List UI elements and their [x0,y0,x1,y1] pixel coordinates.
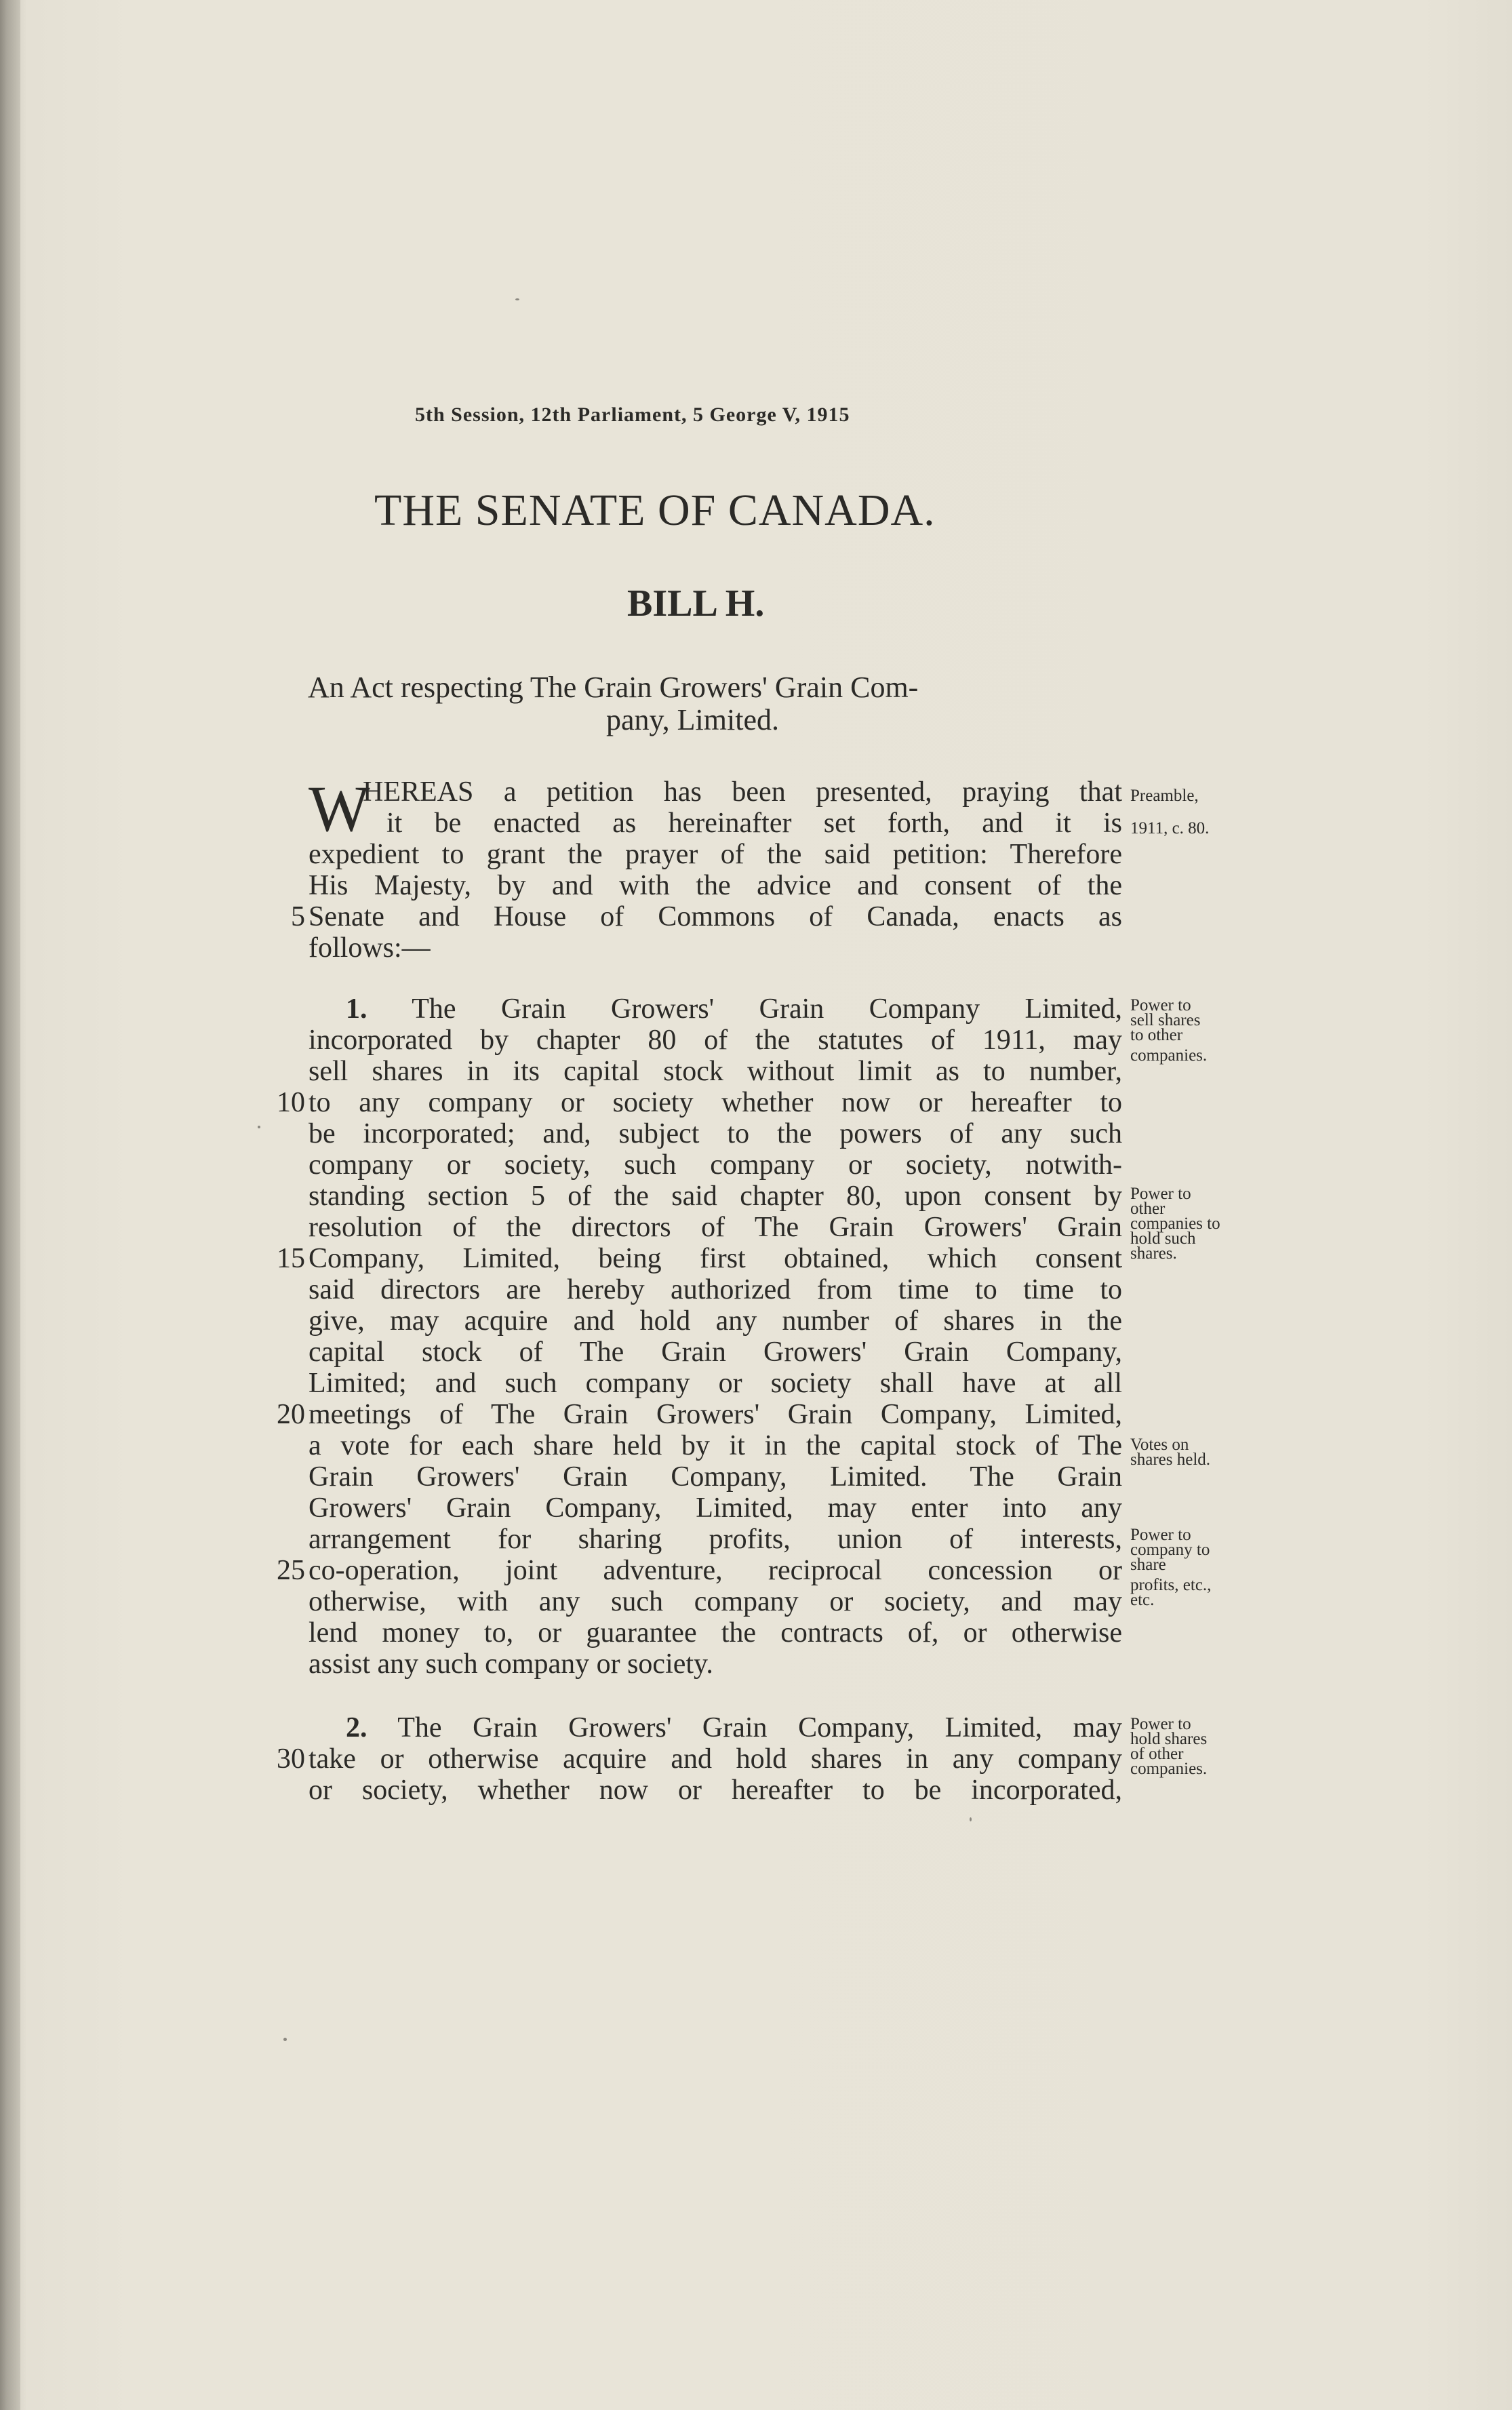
section-2-line: take or otherwise acquire and hold shares in any company [309,1743,1122,1775]
section-1-line: incorporated by chapter 80 of the statutes of 1911, may [309,1025,1122,1056]
margin-note-line: sell shares [1130,1011,1201,1029]
section-1-line: arrangement for sharing profits, union of interests, [309,1524,1122,1555]
margin-note-power-to-hold [1130,1187,1286,1261]
margin-note-line: shares held. [1130,1450,1211,1469]
act-title-line: An Act respecting The Grain Growers' Grain Com- [308,671,919,704]
line-number: 10 [277,1087,305,1118]
section-1-line: to any company or society whether now or hereafter to [309,1087,1122,1118]
session-text: 5th Session, 12th Parliament, 5 George V, 1915 [415,403,850,426]
margin-note-line: etc. [1130,1591,1155,1609]
preamble-line: HEREAS a petition has been presented, praying that [363,776,1122,808]
line-number: 30 [277,1743,305,1775]
margin-note-line: Power to [1130,1715,1191,1733]
section-1-line: assist any such company or society. [309,1648,713,1680]
margin-note-line: Votes on [1130,1436,1189,1454]
section-1-line: resolution of the directors of The Grain Growers' Grain [309,1212,1122,1243]
section-1-line: co-operation, joint adventure, reciprocal concession or [309,1555,1122,1586]
section-1-line: Growers' Grain Company, Limited, may enter into any [309,1493,1122,1524]
preamble-line: it be enacted as hereinafter set forth, and it is [386,808,1122,839]
margin-note-line: hold such [1130,1229,1196,1248]
preamble-line: His Majesty, by and with the advice and consent of the [309,870,1122,901]
preamble-line: Senate and House of Commons of Canada, enacts as [309,901,1122,932]
section-1-text: The Grain Growers' Grain Company Limited, [367,993,1122,1025]
section-1-line: Limited; and such company or society shall have at all [309,1368,1122,1399]
section-1-line: meetings of The Grain Growers' Grain Company, Limited, [309,1399,1122,1430]
section-2-number: 2. [346,1712,367,1743]
preamble-line: expedient to grant the prayer of the said petition: Therefore [309,839,1122,870]
margin-note-line: Power to [1130,996,1191,1014]
margin-note-line: to other [1130,1026,1183,1044]
margin-note-power-to-share [1130,1528,1286,1608]
paper-speck [258,1126,260,1128]
margin-note-line: Preamble, [1130,787,1199,805]
section-1-number: 1. [346,993,367,1025]
section-1-line: standing section 5 of the said chapter 80, upon consent by [309,1181,1122,1212]
paper-speck [515,298,519,300]
section-2-line [346,1712,1122,1743]
margin-note-line: Power to [1130,1185,1191,1203]
margin-note-line: other [1130,1200,1166,1218]
section-1-line: be incorporated; and, subject to the powers of any such [309,1118,1122,1149]
line-number: 5 [291,901,305,932]
margin-note-line: shares. [1130,1244,1177,1263]
paper-speck [283,2038,287,2041]
section-1-line: Grain Growers' Grain Company, Limited. The Grain [309,1461,1122,1493]
margin-note-line: companies. [1130,1760,1208,1778]
margin-note-power-to-hold-other [1130,1717,1286,1777]
margin-note-line: of other [1130,1745,1184,1763]
section-1-line: sell shares in its capital stock without limit as to number, [309,1056,1122,1087]
section-1-line: give, may acquire and hold any number of shares in the [309,1305,1122,1337]
margin-note-line: profits, etc., [1130,1576,1212,1594]
section-1-line: capital stock of The Grain Growers' Grain Company, [309,1337,1122,1368]
margin-note-line: share [1130,1556,1166,1574]
line-number: 25 [277,1555,305,1586]
section-1-line: otherwise, with any such company or society, and may [309,1586,1122,1617]
preamble-line: follows:— [309,932,431,964]
margin-note-line: hold shares [1130,1730,1208,1748]
line-number: 15 [277,1243,305,1274]
paper-speck [970,1817,972,1821]
line-number: 20 [277,1399,305,1430]
section-1-line: company or society, such company or society, notwith- [309,1149,1122,1181]
section-1-line: Company, Limited, being first obtained, which consent [309,1243,1122,1274]
margin-note-line: company to [1130,1541,1210,1559]
chamber-title: THE SENATE OF CANADA. [374,486,936,535]
section-2-line: or society, whether now or hereafter to be incorporated, [309,1775,1122,1806]
section-1-line: said directors are hereby authorized from time to time to [309,1274,1122,1305]
section-1-line [346,993,1122,1025]
bill-title: BILL H. [627,582,765,625]
margin-note-votes [1130,1438,1286,1467]
margin-note-line: companies to [1130,1214,1220,1233]
page-binding-edge [0,0,20,2410]
preamble-dropcap: W [309,772,370,845]
margin-note-line: 1911, c. 80. [1130,819,1210,837]
margin-note-line: companies. [1130,1046,1208,1065]
margin-note-line: Power to [1130,1526,1191,1544]
section-1-line: lend money to, or guarantee the contracts of, or otherwise [309,1617,1122,1648]
margin-note-power-to-sell [1130,998,1286,1063]
margin-note-preamble [1130,780,1286,845]
section-2-text: The Grain Growers' Grain Company, Limited, may [367,1712,1122,1743]
section-1-line: a vote for each share held by it in the capital stock of The [309,1430,1122,1461]
act-title-line: pany, Limited. [606,703,779,736]
